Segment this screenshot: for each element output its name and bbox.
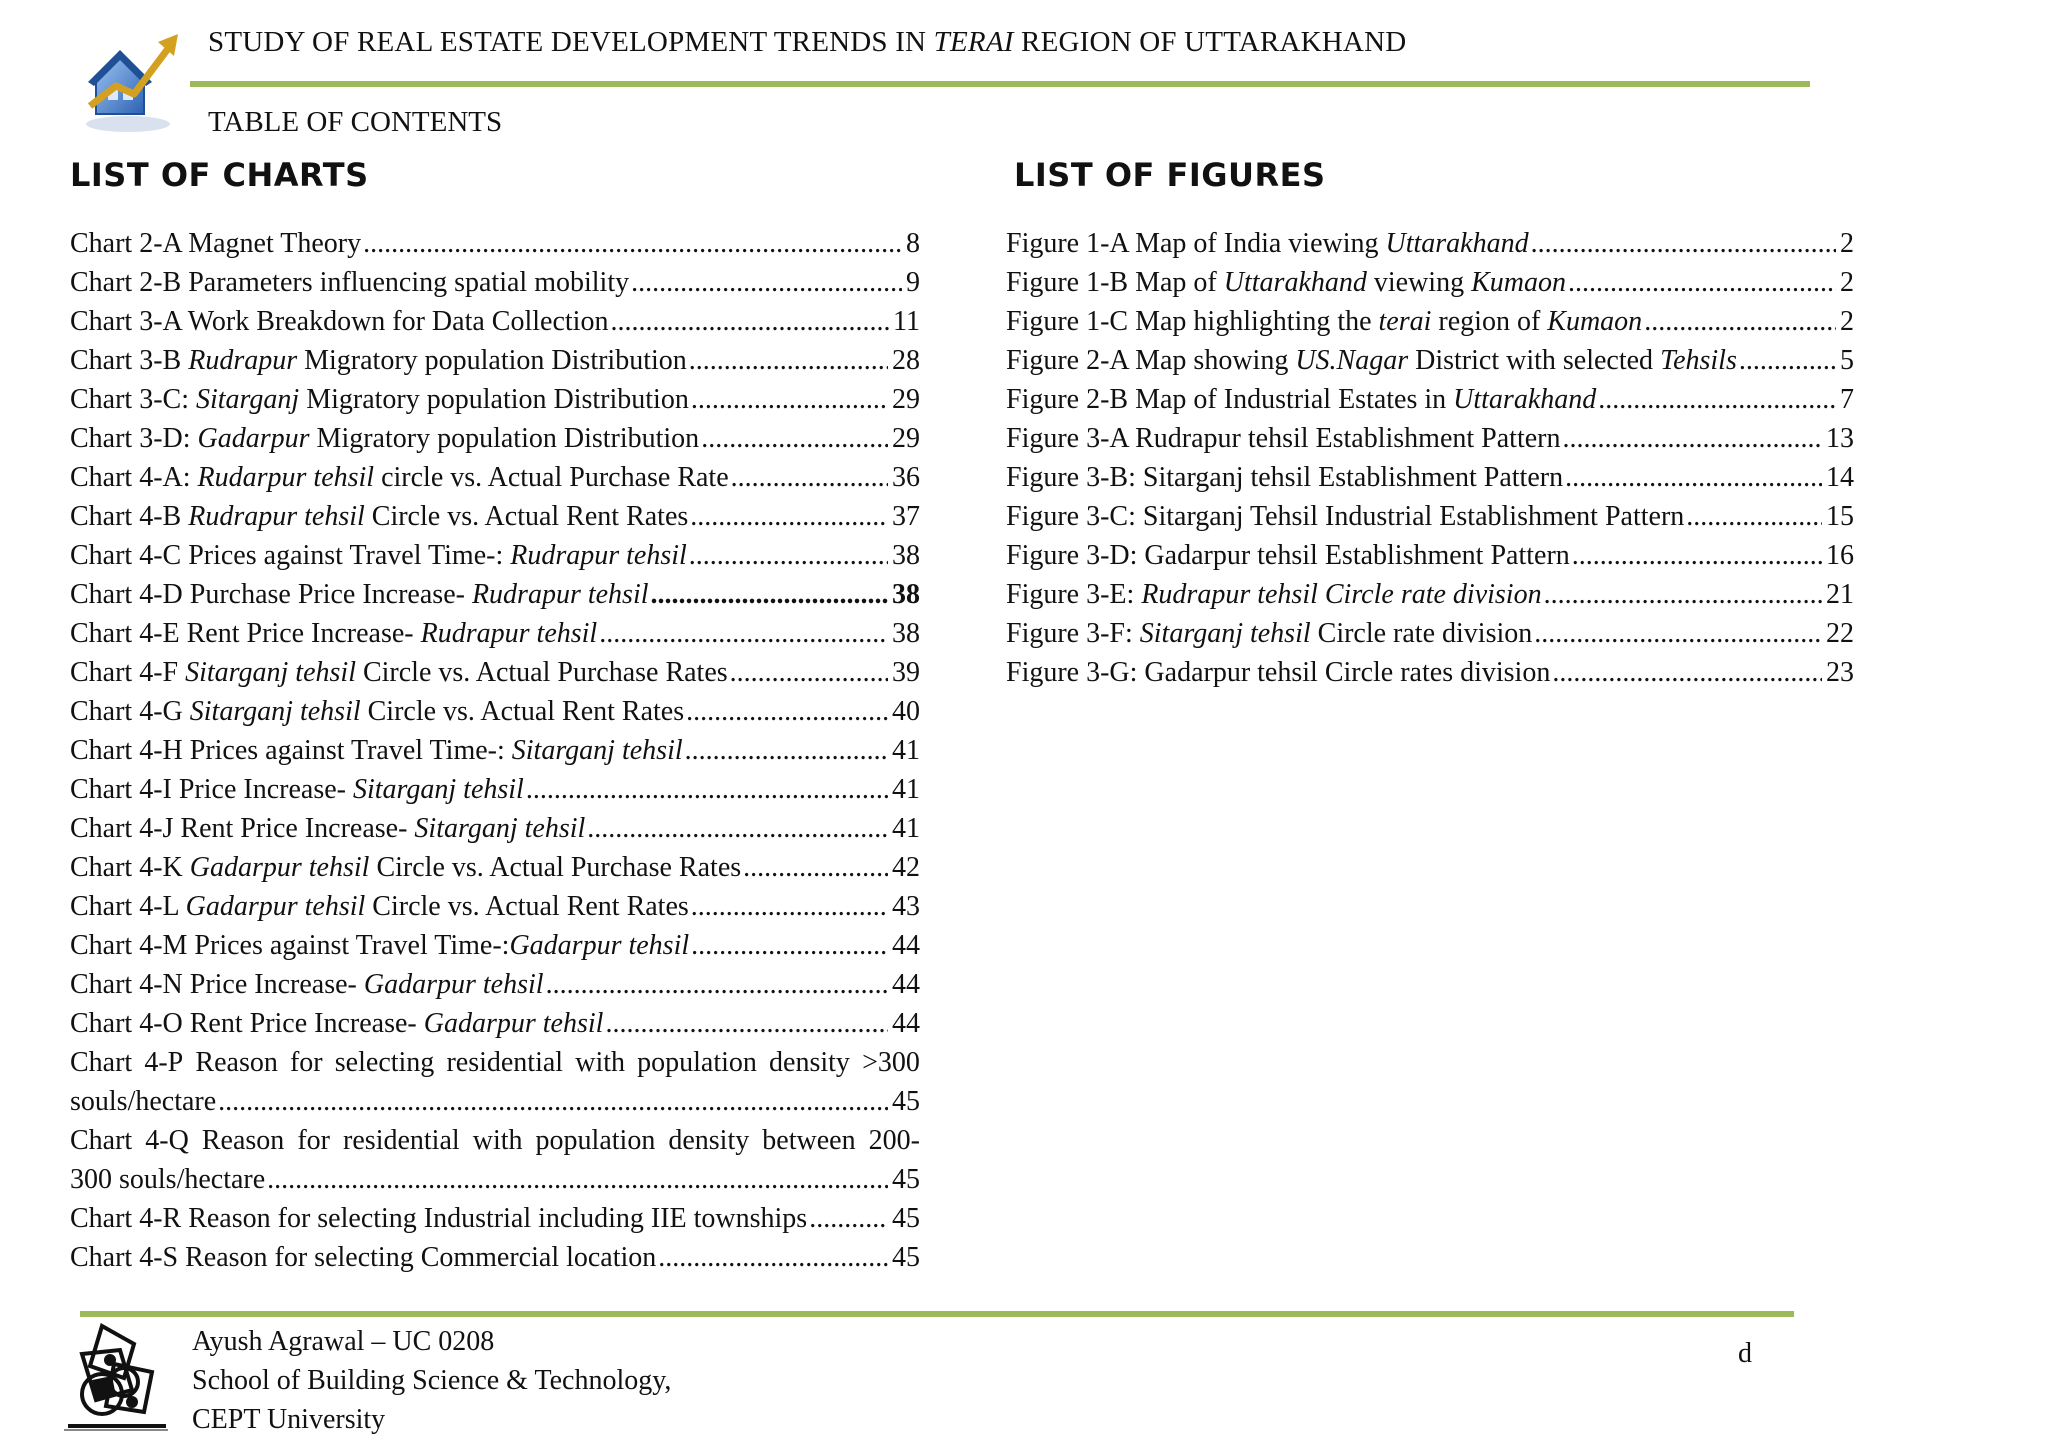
toc-entry[interactable]	[70, 224, 920, 263]
toc-entry-title-italic: Sitarganj tehsil	[1139, 618, 1311, 649]
toc-entry-title-part: Chart 4-N Price Increase-	[70, 969, 364, 1000]
page-number: d	[1738, 1338, 1752, 1369]
toc-entry-page-number: 37	[892, 501, 920, 532]
toc-entry-title	[70, 575, 649, 614]
toc-entry-title-italic: Rudrapur tehsil	[188, 501, 365, 532]
toc-entry-word: Reason	[201, 1125, 285, 1156]
toc-entry-word: with	[472, 1125, 523, 1156]
toc-dot-leader	[599, 614, 888, 653]
toc-dot-leader	[701, 419, 888, 458]
toc-entry[interactable]	[70, 302, 920, 341]
toc-entry-page-number: 45	[892, 1242, 920, 1273]
toc-entry-title-part: Chart 4-E Rent Price Increase-	[70, 618, 421, 649]
toc-entry[interactable]	[70, 848, 920, 887]
toc-entry-title-italic: Rudrapur tehsil	[510, 540, 687, 571]
house-growth-arrow-icon	[78, 28, 190, 136]
toc-entry-title-italic: Rudarpur tehsil	[197, 462, 375, 493]
footer-credits	[192, 1322, 671, 1439]
toc-dot-leader	[1562, 419, 1822, 458]
toc-entry-title	[70, 926, 689, 965]
toc-entry-page-number: 36	[892, 462, 920, 493]
toc-entry-page-number: 44	[892, 969, 920, 1000]
toc-entry-first-line	[70, 1043, 920, 1082]
toc-entry-title-part: District with selected	[1408, 345, 1661, 376]
toc-entry-word: between	[762, 1125, 856, 1156]
toc-entry[interactable]	[70, 653, 920, 692]
toc-entry-page-number: 44	[892, 1008, 920, 1039]
toc-entry-title-part: Chart 2-A Magnet Theory	[70, 228, 362, 259]
toc-entry-title	[70, 1082, 216, 1121]
toc-entry[interactable]	[70, 770, 920, 809]
toc-entry-title-part: Chart 4-C Prices against Travel Time-:	[70, 540, 511, 571]
toc-entry-page-number: 44	[892, 930, 920, 961]
toc-entry[interactable]	[1006, 341, 1854, 380]
toc-entry[interactable]	[70, 731, 920, 770]
toc-entry-title-part: Figure 3-B: Sitarganj tehsil Establishment Pattern	[1006, 462, 1564, 493]
toc-entry-title	[70, 380, 689, 419]
toc-entry-page-number: 45	[892, 1086, 920, 1117]
toc-entry-title-part: Circle vs. Actual Purchase Rates	[369, 852, 742, 883]
toc-entry[interactable]	[70, 1043, 920, 1121]
toc-entry-title	[70, 770, 524, 809]
toc-entry-first-line	[70, 1121, 920, 1160]
toc-entry-title-italic: Uttarakhand	[1453, 384, 1597, 415]
toc-dot-leader	[1686, 497, 1822, 536]
footer-author: Ayush Agrawal – UC 0208	[192, 1326, 495, 1357]
toc-entry[interactable]	[70, 965, 920, 1004]
toc-entry-title-italic: Kumaon	[1547, 306, 1643, 337]
toc-entry-title-part: Chart 4-S Reason for selecting Commercial location	[70, 1242, 657, 1273]
toc-entry-title-italic: Gadarpur tehsil	[185, 891, 366, 922]
toc-entry-page-number: 45	[892, 1164, 920, 1195]
toc-dot-leader	[685, 731, 888, 770]
toc-entry-title-part: Figure 3-E:	[1006, 579, 1142, 610]
toc-entry-title	[70, 497, 688, 536]
toc-entry-title-part: Circle vs. Actual Rent Rates	[365, 891, 689, 922]
toc-entry-page-number: 14	[1826, 462, 1854, 493]
toc-entry-title	[70, 809, 585, 848]
toc-entry-page-number: 16	[1826, 540, 1854, 571]
toc-entry[interactable]	[70, 419, 920, 458]
toc-entry-page-number: 41	[892, 813, 920, 844]
toc-entry-page-number: 11	[893, 306, 920, 337]
toc-entry-title	[1006, 458, 1563, 497]
toc-entry-word: residential	[446, 1047, 564, 1078]
toc-entry-title-part: Chart 4-R Reason for selecting Industrial including IIE townships	[70, 1203, 808, 1234]
toc-entry-page-number: 29	[892, 423, 920, 454]
toc-dot-leader	[1568, 263, 1836, 302]
toc-entry-title	[70, 1199, 807, 1238]
toc-entry[interactable]	[70, 1238, 920, 1277]
toc-entry-page-number: 39	[892, 657, 920, 688]
toc-dot-leader	[1598, 380, 1836, 419]
toc-dot-leader	[1572, 536, 1822, 575]
toc-entry[interactable]	[70, 458, 920, 497]
toc-entry-title	[70, 536, 687, 575]
toc-entry-page-number: 23	[1826, 657, 1854, 688]
toc-entry[interactable]	[70, 614, 920, 653]
toc-entry-title-italic: US.Nagar	[1295, 345, 1409, 376]
toc-entry-title	[1006, 614, 1532, 653]
toc-dot-leader	[526, 770, 888, 809]
toc-entry-word: Reason	[195, 1047, 278, 1078]
toc-entry-title-part: Chart 4-J Rent Price Increase-	[70, 813, 415, 844]
toc-dot-leader	[686, 692, 888, 731]
toc-entry-title	[70, 653, 728, 692]
toc-entry[interactable]	[1006, 575, 1854, 614]
toc-entry-title	[1006, 497, 1684, 536]
toc-entry-title-italic: Kumaon	[1471, 267, 1566, 298]
toc-dot-leader	[218, 1082, 888, 1121]
toc-entry-title	[1006, 536, 1570, 575]
toc-entry-page-number: 13	[1826, 423, 1854, 454]
toc-entry-title	[70, 1160, 265, 1199]
toc-entry-title-part: Chart 4-H Prices against Travel Time-:	[70, 735, 512, 766]
toc-entry-page-number: 8	[906, 228, 920, 259]
toc-entry[interactable]	[70, 926, 920, 965]
toc-entry-page-number: 29	[892, 384, 920, 415]
toc-entry-word: 4-P	[144, 1047, 184, 1078]
toc-entry[interactable]	[1006, 263, 1854, 302]
toc-entry-word: for	[289, 1047, 323, 1078]
toc-entry[interactable]	[1006, 614, 1854, 653]
toc-entry-page-number: 15	[1826, 501, 1854, 532]
toc-entry[interactable]	[70, 575, 920, 614]
toc-entry[interactable]	[1006, 653, 1854, 692]
toc-entry[interactable]	[1006, 458, 1854, 497]
toc-entry-title-italic: Sitarganj tehsil	[414, 813, 586, 844]
toc-entry-title-part: Circle rate division	[1310, 618, 1533, 649]
toc-entry-title-italic: Rudrapur	[188, 345, 298, 376]
toc-dot-leader	[546, 965, 888, 1004]
toc-entry-title-part: Circle vs. Actual Purchase Rates	[355, 657, 728, 688]
toc-entry-title-italic: Gadarpur tehsil	[189, 852, 370, 883]
toc-entry-title-part: circle vs. Actual Purchase Rate	[374, 462, 729, 493]
toc-entry-title	[70, 341, 687, 380]
toc-entry-title-part: Chart 4-L	[70, 891, 186, 922]
document-header-subtitle: TABLE OF CONTENTS	[208, 106, 503, 138]
toc-entry-page-number: 41	[892, 735, 920, 766]
toc-entry-word: density	[769, 1047, 850, 1078]
toc-dot-leader	[267, 1160, 888, 1199]
toc-entry-title-italic: Uttarakhand	[1223, 267, 1367, 298]
toc-entry-title	[70, 1238, 656, 1277]
toc-entry-page-number: 38	[892, 618, 920, 649]
toc-entry-title	[70, 965, 544, 1004]
toc-entry-page-number: 22	[1826, 618, 1854, 649]
toc-entry[interactable]	[1006, 380, 1854, 419]
toc-entry-word: 200-	[868, 1125, 920, 1156]
toc-dot-leader	[691, 380, 888, 419]
toc-entry-title-italic: Gadarpur tehsil	[509, 930, 690, 961]
toc-entry-page-number: 41	[892, 774, 920, 805]
toc-dot-leader	[1644, 302, 1836, 341]
toc-entry-title-part: souls/hectare	[70, 1086, 217, 1117]
toc-entry-title	[70, 1004, 603, 1043]
toc-dot-leader	[631, 263, 902, 302]
toc-entry-title-part: Migratory population Distribution	[299, 384, 689, 415]
list-of-charts	[70, 224, 920, 1277]
toc-entry-word: population	[535, 1125, 656, 1156]
toc-dot-leader	[1534, 614, 1822, 653]
toc-entry-word: >300	[862, 1047, 920, 1078]
toc-entry[interactable]	[70, 1004, 920, 1043]
toc-entry-title-part: Figure 1-A Map of India viewing	[1006, 228, 1386, 259]
toc-entry[interactable]	[1006, 536, 1854, 575]
toc-entry-title-part: Migratory population Distribution	[309, 423, 700, 454]
toc-entry[interactable]	[70, 809, 920, 848]
toc-entry-title-part: Chart 4-D Purchase Price Increase-	[70, 579, 472, 610]
list-of-figures-heading: LIST OF FIGURES	[1014, 156, 1326, 194]
toc-entry-title-part: Figure 3-G: Gadarpur tehsil Circle rates division	[1006, 657, 1551, 688]
toc-entry-title-part: viewing	[1366, 267, 1472, 298]
toc-dot-leader	[363, 224, 902, 263]
toc-entry-page-number: 9	[906, 267, 920, 298]
toc-entry-page-number: 2	[1840, 267, 1854, 298]
toc-dot-leader	[1544, 575, 1822, 614]
toc-entry-title-part: Circle vs. Actual Rent Rates	[364, 501, 689, 532]
toc-entry-title	[1006, 263, 1566, 302]
toc-entry-title-part: Chart 4-B	[70, 501, 189, 532]
toc-dot-leader	[689, 536, 888, 575]
toc-entry-title-part: Chart 4-G	[70, 696, 190, 727]
toc-dot-leader	[651, 575, 888, 614]
toc-entry-word: density	[668, 1125, 750, 1156]
toc-entry-title-italic: Sitarganj tehsil	[185, 657, 356, 688]
list-of-charts-heading: LIST OF CHARTS	[70, 156, 369, 194]
toc-entry-title-part: Chart 4-K	[70, 852, 190, 883]
toc-entry-page-number: 28	[892, 345, 920, 376]
toc-entry-word: Chart	[70, 1125, 133, 1156]
toc-entry-title-italic: Rudrapur tehsil	[420, 618, 598, 649]
toc-entry-title-part: Figure 1-B Map of	[1006, 267, 1224, 298]
toc-entry[interactable]	[70, 497, 920, 536]
toc-entry[interactable]	[1006, 302, 1854, 341]
toc-entry-title	[1006, 653, 1550, 692]
cept-university-seal-icon	[62, 1320, 172, 1440]
toc-entry-title-italic: Sitarganj tehsil	[189, 696, 361, 727]
toc-dot-leader	[690, 497, 888, 536]
toc-entry-word: residential	[343, 1125, 460, 1156]
toc-entry-title-italic: Sitarganj tehsil	[511, 735, 683, 766]
toc-entry-title-part: Chart 2-B Parameters influencing spatial mobility	[70, 267, 630, 298]
toc-entry-title	[1006, 341, 1737, 380]
toc-entry-title	[1006, 419, 1560, 458]
toc-entry-title-italic: Sitarganj tehsil	[352, 774, 524, 805]
toc-entry-word: for	[297, 1125, 330, 1156]
toc-entry[interactable]	[70, 1199, 920, 1238]
document-header-title: STUDY OF REAL ESTATE DEVELOPMENT TRENDS IN TERAI REGION OF UTTARAKHAND	[208, 26, 1407, 58]
toc-entry-title-part: 300 souls/hectare	[70, 1164, 266, 1195]
toc-entry-page-number: 40	[892, 696, 920, 727]
toc-dot-leader	[743, 848, 888, 887]
toc-entry-page-number: 2	[1840, 228, 1854, 259]
toc-entry-page-number: 5	[1840, 345, 1854, 376]
toc-dot-leader	[605, 1004, 888, 1043]
toc-entry[interactable]	[1006, 419, 1854, 458]
toc-entry-title	[70, 302, 608, 341]
toc-entry-title	[1006, 575, 1542, 614]
toc-entry-title	[70, 848, 741, 887]
toc-entry-page-number: 38	[892, 540, 920, 571]
toc-entry-title-italic: terai	[1378, 306, 1432, 337]
toc-entry[interactable]	[70, 380, 920, 419]
toc-dot-leader	[730, 653, 888, 692]
toc-entry-word: 4-Q	[145, 1125, 189, 1156]
toc-dot-leader	[1565, 458, 1822, 497]
toc-entry-title	[1006, 302, 1642, 341]
toc-entry-title-part: Chart 4-I Price Increase-	[70, 774, 353, 805]
toc-entry-title-part: Migratory population Distribution	[297, 345, 687, 376]
toc-entry[interactable]	[70, 536, 920, 575]
toc-dot-leader	[691, 887, 888, 926]
toc-entry-title-part: region of	[1431, 306, 1548, 337]
toc-dot-leader	[1552, 653, 1822, 692]
footer-rule	[80, 1311, 1794, 1317]
header-rule	[190, 81, 1810, 87]
toc-entry-title	[1006, 380, 1596, 419]
footer-university: CEPT University	[192, 1404, 386, 1435]
toc-entry-title-part: Circle vs. Actual Rent Rates	[360, 696, 685, 727]
toc-dot-leader	[731, 458, 888, 497]
toc-entry-title-italic: Sitarganj	[196, 384, 300, 415]
toc-entry-title-italic: Gadarpur tehsil	[423, 1008, 604, 1039]
toc-entry-title-part: Figure 2-A Map showing	[1006, 345, 1296, 376]
toc-dot-leader	[587, 809, 888, 848]
toc-entry-page-number: 43	[892, 891, 920, 922]
toc-entry-page-number: 45	[892, 1203, 920, 1234]
toc-dot-leader	[689, 341, 888, 380]
toc-entry-page-number: 21	[1826, 579, 1854, 610]
toc-entry-page-number: 7	[1840, 384, 1854, 415]
toc-entry-title	[70, 458, 729, 497]
toc-entry-word: population	[637, 1047, 757, 1078]
toc-entry-title	[1006, 224, 1529, 263]
toc-entry[interactable]	[70, 692, 920, 731]
toc-entry-title-part: Chart 3-C:	[70, 384, 196, 415]
toc-entry-title-part: Chart 4-A:	[70, 462, 198, 493]
toc-entry-page-number: 2	[1840, 306, 1854, 337]
toc-entry-page-number: 38	[892, 579, 920, 610]
toc-entry-title-part: Figure 3-D: Gadarpur tehsil Establishment Pattern	[1006, 540, 1570, 571]
toc-entry-title	[70, 887, 689, 926]
toc-entry-title-part: Chart 3-A Work Breakdown for Data Collection	[70, 306, 609, 337]
toc-entry[interactable]	[1006, 224, 1854, 263]
toc-entry-title-part: Figure 1-C Map highlighting the	[1006, 306, 1379, 337]
toc-entry-title-part: Chart 4-O Rent Price Increase-	[70, 1008, 424, 1039]
toc-dot-leader	[1531, 224, 1836, 263]
toc-entry-title-italic: Uttarakhand	[1385, 228, 1529, 259]
toc-entry[interactable]	[70, 887, 920, 926]
toc-entry[interactable]	[1006, 497, 1854, 536]
toc-dot-leader	[610, 302, 889, 341]
toc-entry-word: Chart	[70, 1047, 133, 1078]
toc-entry-title	[70, 419, 699, 458]
toc-entry-title	[70, 614, 597, 653]
toc-entry-title-part: Chart 3-B	[70, 345, 189, 376]
toc-entry[interactable]	[70, 1121, 920, 1199]
toc-entry-title-italic: Rudrapur tehsil	[471, 579, 649, 610]
toc-entry-title-part: Chart 4-M Prices against Travel Time-:	[70, 930, 510, 961]
toc-entry-page-number: 42	[892, 852, 920, 883]
toc-entry-title-part: Figure 3-A Rudrapur tehsil Establishment Pattern	[1006, 423, 1561, 454]
toc-entry-word: selecting	[334, 1047, 435, 1078]
toc-dot-leader	[809, 1199, 888, 1238]
toc-dot-leader	[1739, 341, 1836, 380]
toc-entry-title	[70, 731, 683, 770]
list-of-figures	[1006, 224, 1854, 692]
toc-entry-title	[70, 692, 684, 731]
toc-entry-title	[70, 224, 361, 263]
toc-entry-title-part: Chart 4-F	[70, 657, 186, 688]
toc-dot-leader	[658, 1238, 888, 1277]
toc-entry[interactable]	[70, 263, 920, 302]
toc-entry-title-part: Figure 2-B Map of Industrial Estates in	[1006, 384, 1454, 415]
footer-school: School of Building Science & Technology,	[192, 1365, 672, 1396]
toc-entry-word: with	[575, 1047, 625, 1078]
toc-entry-title-part: Chart 3-D:	[70, 423, 198, 454]
toc-entry-title	[70, 263, 629, 302]
toc-entry-title-part: Figure 3-F:	[1006, 618, 1140, 649]
toc-entry-title-italic: Tehsils	[1660, 345, 1737, 376]
toc-entry-title-italic: Rudrapur tehsil Circle rate division	[1141, 579, 1542, 610]
toc-entry[interactable]	[70, 341, 920, 380]
toc-dot-leader	[691, 926, 888, 965]
toc-entry-title-italic: Gadarpur	[197, 423, 310, 454]
toc-entry-title-italic: Gadarpur tehsil	[363, 969, 544, 1000]
toc-entry-title-part: Figure 3-C: Sitarganj Tehsil Industrial Establishment Pattern	[1006, 501, 1685, 532]
